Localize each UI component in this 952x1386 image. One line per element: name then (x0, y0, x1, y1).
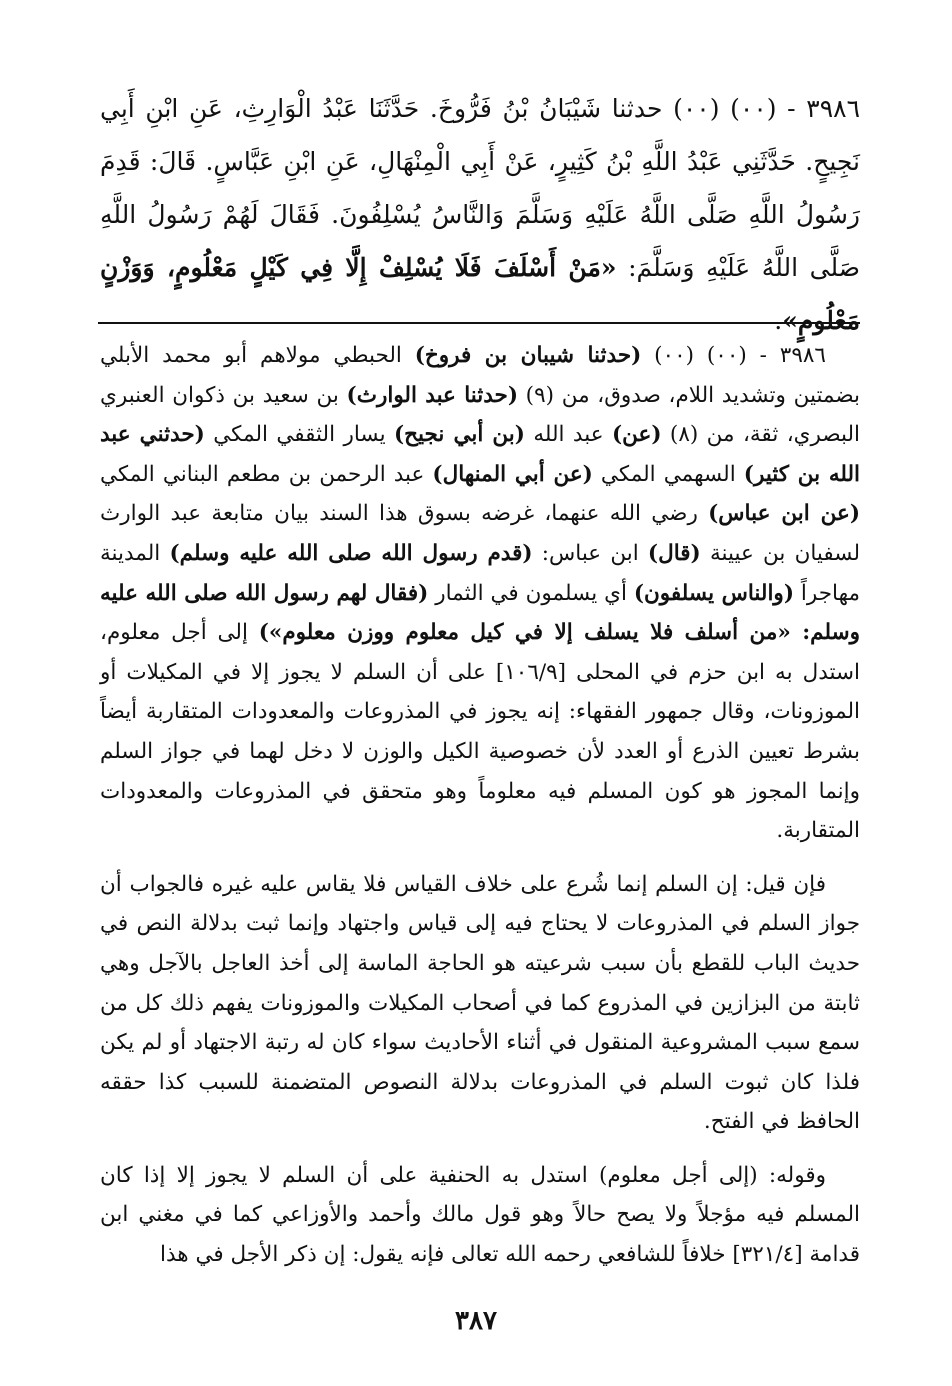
commentary-text: ٣٩٨٦ - (٠٠) (٠٠) (641, 343, 826, 368)
hadith-body: ٣٩٨٦ - (٠٠) (٠٠) حدثنا شَيْبَانُ بْنُ فَرُّوخَ. حَدَّثَنَا عَبْدُ الْوَارِثِ، عَنِ ابْنِ أَبِي نَجِيحٍ. حَدَّثَنِي عَبْدُ اللَّهِ بْنُ كَثِيرٍ، عَنْ أَبِي الْمِنْهَالِ، عَنِ ابْنِ عَبَّاسٍ. قَالَ: قَدِمَ رَسُولُ اللَّهِ صَلَّى اللَّهُ عَلَيْهِ وَسَلَّمَ وَالنَّاسُ يُسْلِفُونَ. فَقَالَ لَهُمْ رَسُولُ اللَّهِ صَلَّى اللَّهُ عَلَيْهِ وَسَلَّمَ: (100, 94, 860, 282)
commentary-text: أي يسلمون في الثمار (428, 580, 634, 606)
commentary-text: المدينة مهاجراً (100, 540, 861, 606)
commentary-bold: (قال) (647, 540, 701, 566)
commentary-text: ابن عباس: (532, 540, 648, 566)
commentary-bold: (بن أبي نجيح) (394, 422, 525, 448)
commentary-text: بن سعيد بن ذكوان العنبري البصري، ثقة، من (٨) (100, 382, 860, 448)
hadith-text (100, 82, 860, 347)
commentary-section (100, 336, 860, 1289)
hadith-end: . (774, 306, 783, 335)
commentary-text: إلى أجل معلوم، استدل به ابن حزم في المحلى [١٠٦/٩] على أن السلم لا يجوز إلا في المكيلات أو الموزونات، وقال جمهور الفقهاء: إنه يجوز في المذروعات والمعدودات المتقاربة أيضاً بشرط تعيين الذرع أو العدد لأن خصوصية الكيل والوزن لا دخل لهما في جواز السلم وإنما المجوز هو كون المسلم فيه معلوماً وهو متحقق في المذروعات والمعدودات المتقاربة. (100, 620, 860, 844)
commentary-bold: (فقال لهم رسول الله صلى الله عليه وسلم: «من أسلف فلا يسلف إلا في كيل معلوم ووزن معلوم») (100, 580, 860, 646)
footnote-divider (98, 322, 860, 324)
commentary-bold: (عن أبي المنهال) (432, 461, 593, 487)
commentary-paragraph-2 (100, 865, 860, 1142)
commentary-text: عبد الرحمن بن مطعم البناني المكي (100, 461, 433, 487)
commentary-bold: (حدثنا شيبان بن فروخ) (414, 343, 642, 368)
commentary-bold: (عن) (611, 422, 662, 448)
commentary-bold: (حدثنا عبد الوارث) (346, 382, 518, 408)
commentary-text: وقوله: (إلى أجل معلوم) استدل به الحنفية على أن السلم لا يجوز إلا إذا كان المسلم فيه مؤجلاً ولا يصح حالاً وهو قول مالك وأحمد والأوزاعي كما في مغني ابن قدامة [٣٢١/٤] خلافاً للشافعي رحمه الله تعالى فإنه يقول: إن ذكر الأجل في هذا (100, 1162, 860, 1268)
commentary-text: عبد الله (524, 422, 612, 448)
commentary-bold: (عن ابن عباس) (708, 501, 860, 527)
commentary-bold: (حدثني عبد الله بن كثير) (100, 422, 861, 487)
commentary-bold: (قدم رسول الله صلى الله عليه وسلم) (169, 540, 533, 566)
page-number: ٣٨٧ (455, 1306, 497, 1336)
commentary-text: فإن قيل: إن السلم إنما شُرع على خلاف القياس فلا يقاس عليه غيره فالجواب أن جواز السلم في المذروعات لا يحتاج فيه إلى قياس واجتهاد وإنما ثبت بدلالة النص في حديث الباب للقطع بأن سبب شرعيته هو الحاجة الماسة إلى أخذ العاجل بالآجل وهي ثابتة من البزازين في المذروع كما في أصحاب المكيلات والموزونات يفهم ذلك كل من سمع سبب المشروعية المنقول في أثناء الأحاديث سواء كان له رتبة الاجتهاد أو لم يكن فلذا كان ثبوت السلم في المذروعات بدلالة النصوص المتضمنة للسبب كذا حققه الحافظ في الفتح. (100, 871, 861, 1135)
commentary-text: السهمي المكي (592, 461, 744, 487)
hadith-quote: «مَنْ أَسْلَفَ فَلَا يُسْلِفْ إِلَّا فِي كَيْلٍ مَعْلُومٍ، وَوَزْنٍ مَعْلُومٍ» (100, 253, 860, 335)
commentary-text: الحبطي مولاهم أبو محمد الأبلي بضمتين وتشديد اللام، صدوق، من (٩) (100, 343, 860, 408)
commentary-text: يسار الثقفي المكي (204, 422, 394, 448)
commentary-paragraph-3 (100, 1156, 860, 1275)
commentary-text: رضي الله عنهما، غرضه بسوق هذا السند بيان متابعة عبد الوارث لسفيان بن عيينة (100, 501, 861, 566)
commentary-paragraph-1 (100, 336, 860, 851)
commentary-bold: (والناس يسلفون) (633, 580, 794, 606)
